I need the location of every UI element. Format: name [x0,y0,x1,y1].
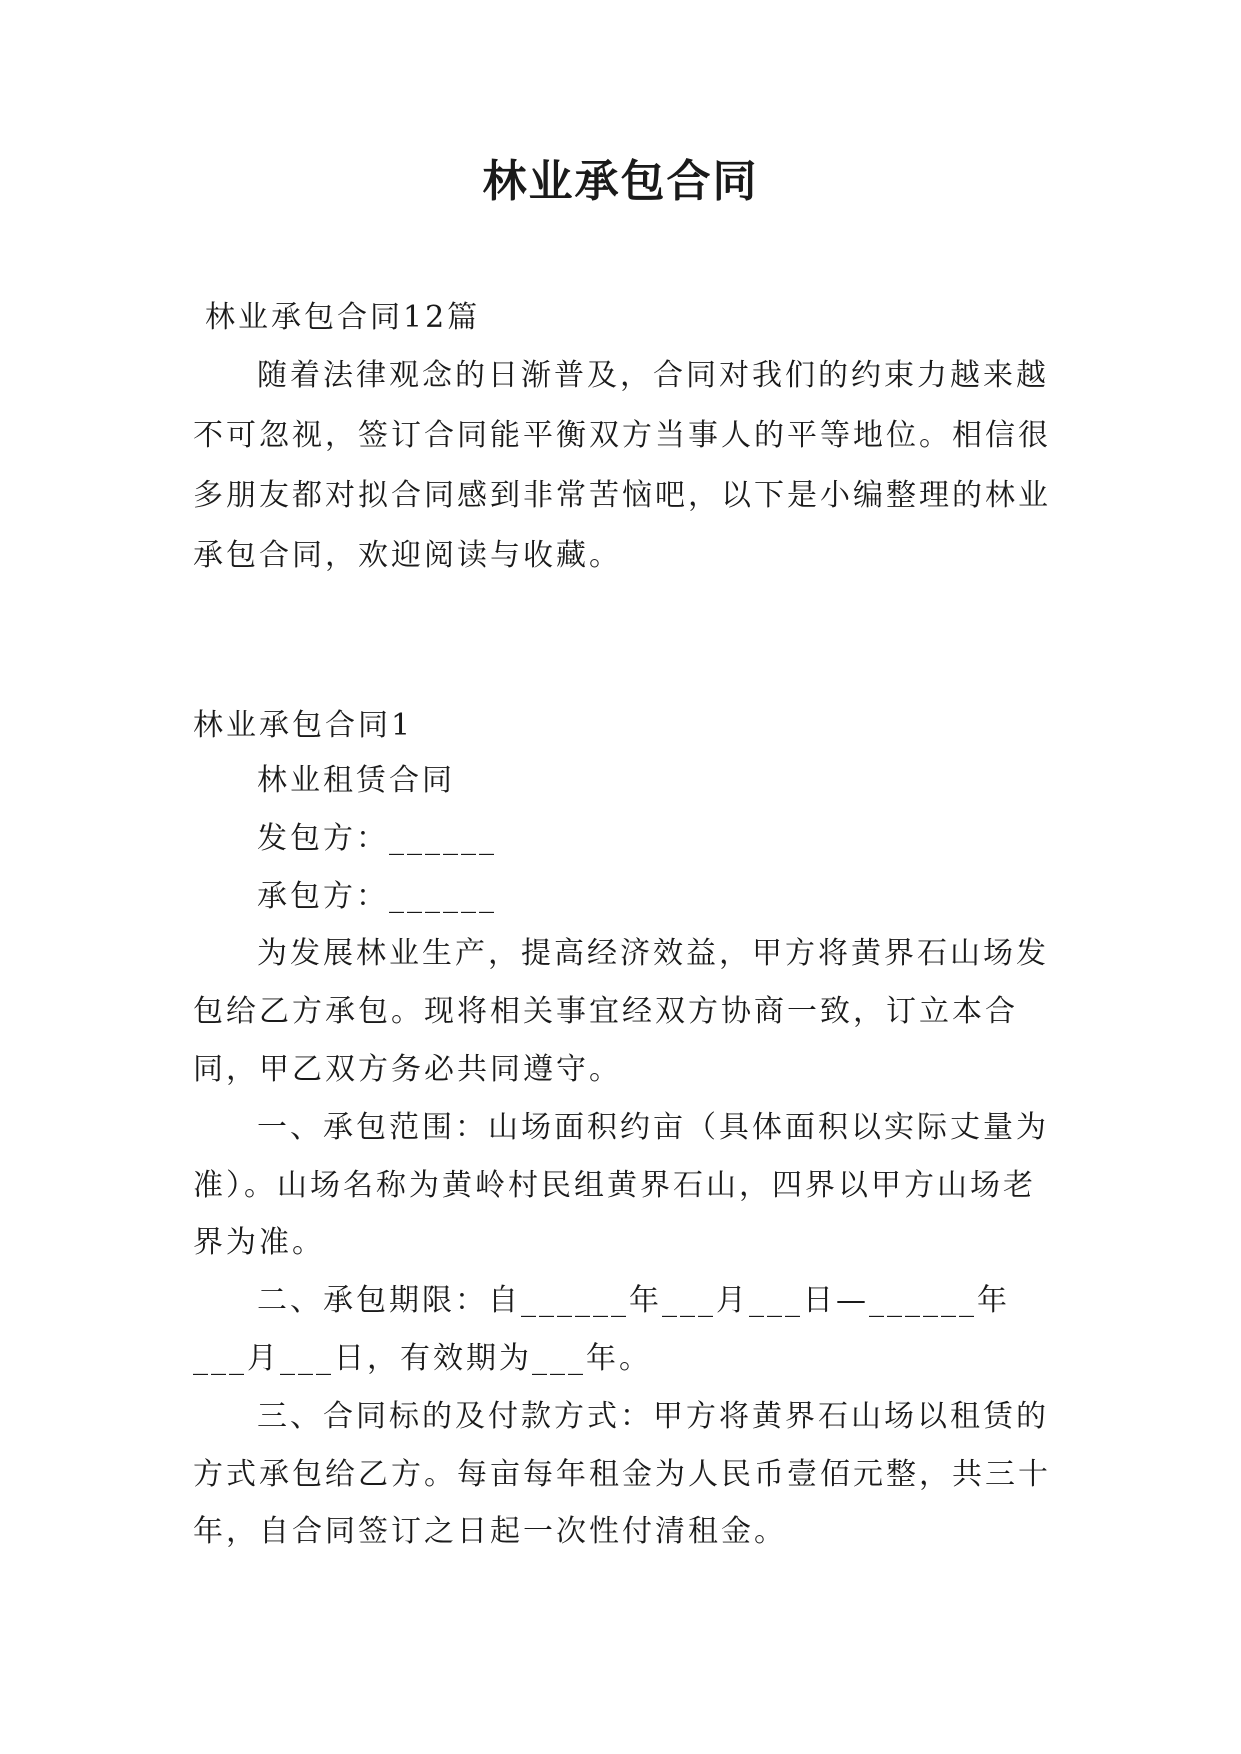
contract-type-line: 林业租赁合同 [257,763,455,798]
clause-payment: 三、合同标的及付款方式：甲方将黄界石山场以租赁的方式承包给乙方。每亩每年租金为人民币壹佰元整，共三十年，自合同签订之日起一次性付清租金。 [193,1398,1051,1550]
contractor-line: 承包方：______ [257,878,497,914]
issuer-line: 发包方：______ [257,820,497,856]
clause-scope: 一、承包范围：山场面积约亩（具体面积以实际丈量为准）。山场名称为黄岭村民组黄界石山，四界以甲方山场老界为准。 [193,1109,1049,1261]
section-heading: 林业承包合同1 [193,708,414,743]
contract-body [193,752,1053,1561]
document-subtitle: 林业承包合同12篇 [205,300,481,335]
preamble-paragraph: 为发展林业生产，提高经济效益，甲方将黄界石山场发包给乙方承包。现将相关事宜经双方协商一致，订立本合同，甲乙双方务必共同遵守。 [193,936,1049,1087]
document-title: 林业承包合同 [482,156,759,207]
intro-paragraph: 随着法律观念的日渐普及，合同对我们的约束力越来越不可忽视，签订合同能平衡双方当事人的平等地位。相信很多朋友都对拟合同感到非常苦恼吧，以下是小编整理的林业承包合同，欢迎阅读与收藏。 [193,358,1051,573]
clause-term: 二、承包期限：自______年___月___日—______年___月___日，有效期为___年。 [193,1283,1010,1376]
